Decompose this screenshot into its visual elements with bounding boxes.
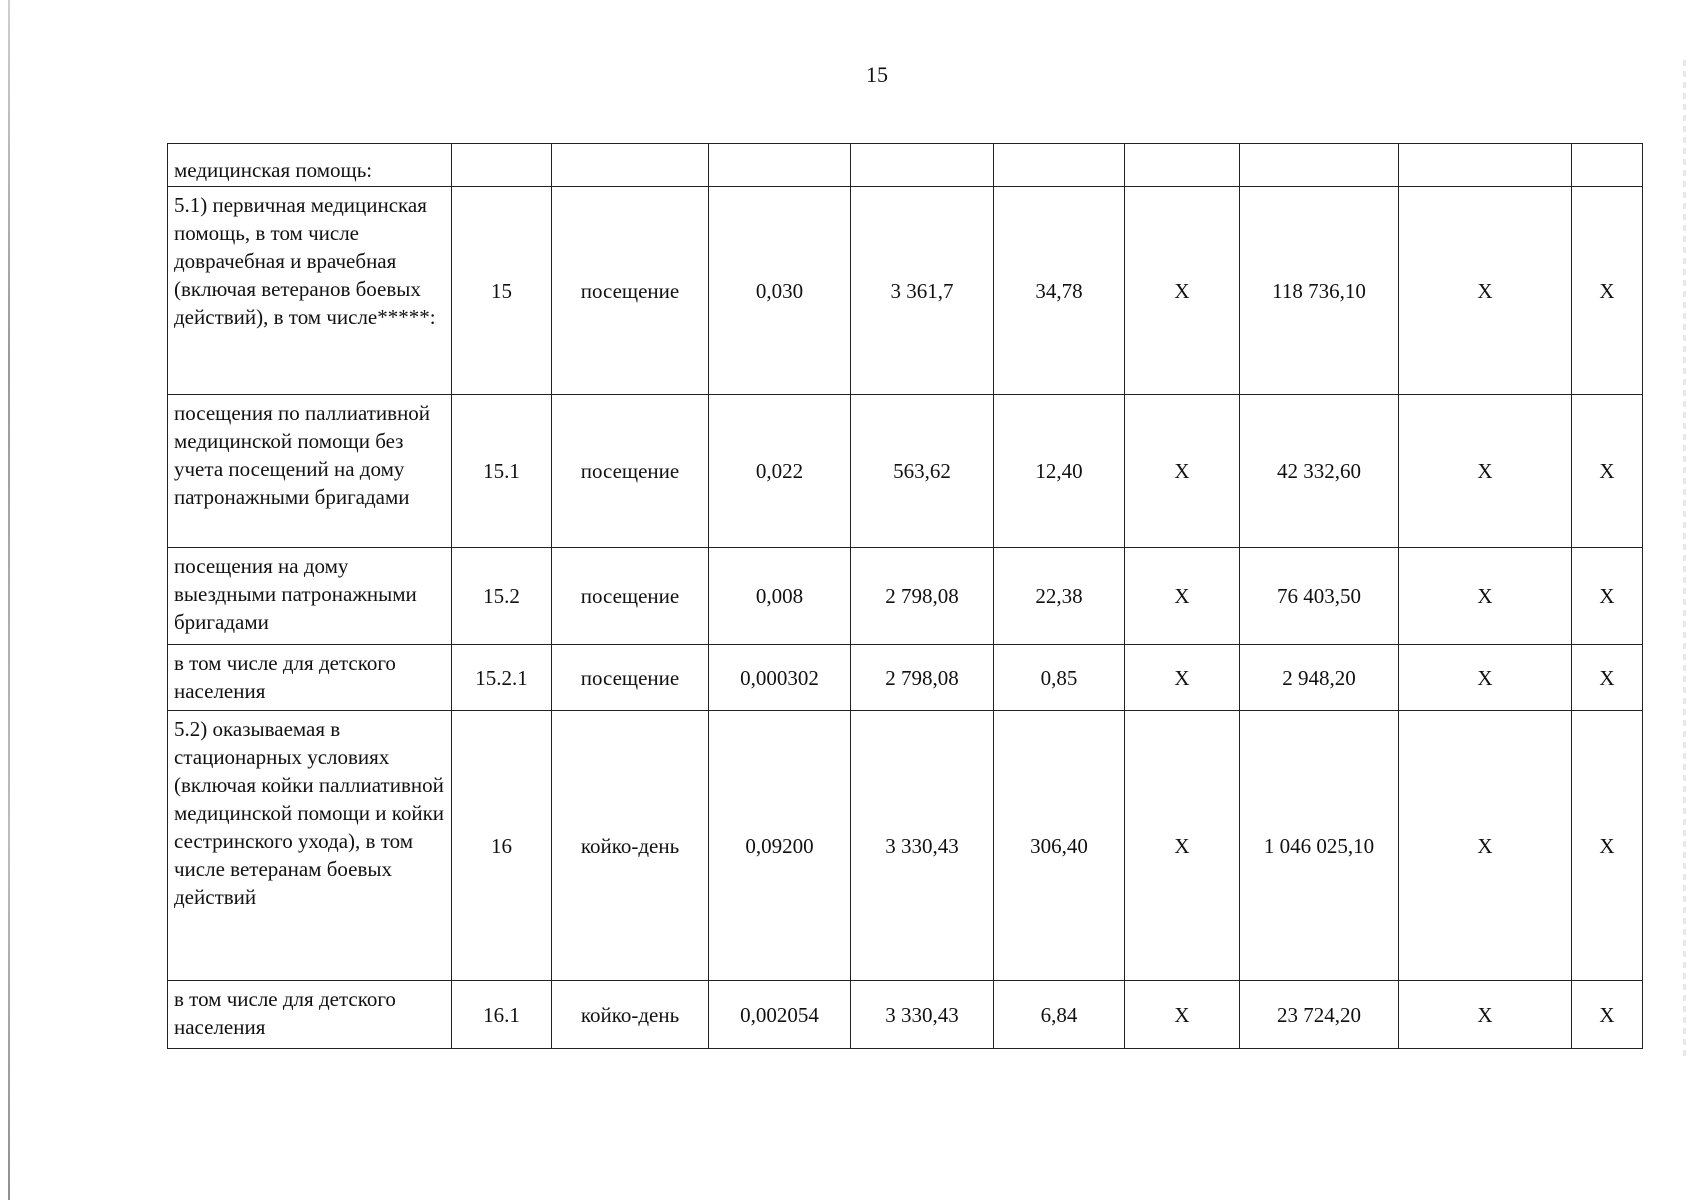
row-x2: X: [1399, 187, 1572, 395]
row-x2: X: [1399, 395, 1572, 548]
row-cost: 563,62: [851, 395, 994, 548]
row-volume: 0,002054: [709, 981, 851, 1049]
row-x3: [1572, 144, 1643, 187]
row-name: 5.1) первичная медицинская помощь, в том числе доврачебная и врачебная (включая ветеранов боевых действий), в том числе*****:: [168, 187, 452, 395]
row-per-capita: [994, 144, 1125, 187]
row-num: [452, 144, 552, 187]
row-x1: [1125, 144, 1240, 187]
row-num: 15.2.1: [452, 645, 552, 711]
row-volume: 0,030: [709, 187, 851, 395]
row-sum: 118 736,10: [1240, 187, 1399, 395]
row-per-capita: 22,38: [994, 548, 1125, 645]
row-name: посещения на дому выездными патронажными бригадами: [168, 548, 452, 645]
row-x1: X: [1125, 395, 1240, 548]
row-cost: 3 361,7: [851, 187, 994, 395]
row-x1: X: [1125, 711, 1240, 981]
row-x2: X: [1399, 548, 1572, 645]
row-unit: посещение: [552, 395, 709, 548]
row-x3: X: [1572, 395, 1643, 548]
row-x1: X: [1125, 548, 1240, 645]
table-row: [168, 645, 1643, 711]
row-x1: X: [1125, 645, 1240, 711]
row-x2: [1399, 144, 1572, 187]
row-num: 15: [452, 187, 552, 395]
row-cost: 2 798,08: [851, 645, 994, 711]
row-unit: койко-день: [552, 711, 709, 981]
row-x1: X: [1125, 187, 1240, 395]
row-volume: 0,022: [709, 395, 851, 548]
table-row: [168, 144, 1643, 187]
row-sum: 2 948,20: [1240, 645, 1399, 711]
row-x3: X: [1572, 187, 1643, 395]
row-name: посещения по паллиативной медицинской помощи без учета посещений на дому патронажными бригадами: [168, 395, 452, 548]
table-row: [168, 187, 1643, 395]
row-cost: 2 798,08: [851, 548, 994, 645]
row-sum: [1240, 144, 1399, 187]
row-per-capita: 306,40: [994, 711, 1125, 981]
scan-edge-right: [1683, 60, 1686, 1060]
row-sum: 76 403,50: [1240, 548, 1399, 645]
row-sum: 23 724,20: [1240, 981, 1399, 1049]
scan-edge-left: [8, 0, 10, 1200]
table-row: [168, 548, 1643, 645]
row-unit: койко-день: [552, 981, 709, 1049]
row-name: медицинская помощь:: [168, 144, 452, 187]
row-name: 5.2) оказываемая в стационарных условиях (включая койки паллиативной медицинской помощи и койки сестринского ухода), в том числе ветеранам боевых действий: [168, 711, 452, 981]
row-unit: посещение: [552, 187, 709, 395]
row-x2: X: [1399, 645, 1572, 711]
table-row: [168, 395, 1643, 548]
row-x3: X: [1572, 711, 1643, 981]
table-row: [168, 711, 1643, 981]
row-num: 15.1: [452, 395, 552, 548]
row-x3: X: [1572, 548, 1643, 645]
row-per-capita: 6,84: [994, 981, 1125, 1049]
row-x3: X: [1572, 981, 1643, 1049]
page-number: 15: [866, 62, 888, 87]
row-x3: X: [1572, 645, 1643, 711]
row-x2: X: [1399, 711, 1572, 981]
row-num: 16: [452, 711, 552, 981]
row-per-capita: 0,85: [994, 645, 1125, 711]
row-num: 16.1: [452, 981, 552, 1049]
row-num: 15.2: [452, 548, 552, 645]
row-volume: 0,09200: [709, 711, 851, 981]
row-volume: 0,000302: [709, 645, 851, 711]
row-name: в том числе для детского населения: [168, 645, 452, 711]
row-per-capita: 12,40: [994, 395, 1125, 548]
row-name: в том числе для детского населения: [168, 981, 452, 1049]
row-unit: посещение: [552, 645, 709, 711]
row-unit: [552, 144, 709, 187]
row-x2: X: [1399, 981, 1572, 1049]
row-cost: 3 330,43: [851, 711, 994, 981]
row-volume: 0,008: [709, 548, 851, 645]
row-per-capita: 34,78: [994, 187, 1125, 395]
row-sum: 42 332,60: [1240, 395, 1399, 548]
row-volume: [709, 144, 851, 187]
row-cost: [851, 144, 994, 187]
table-row: [168, 981, 1643, 1049]
row-cost: 3 330,43: [851, 981, 994, 1049]
row-x1: X: [1125, 981, 1240, 1049]
row-unit: посещение: [552, 548, 709, 645]
data-table: [167, 143, 1643, 1049]
row-sum: 1 046 025,10: [1240, 711, 1399, 981]
